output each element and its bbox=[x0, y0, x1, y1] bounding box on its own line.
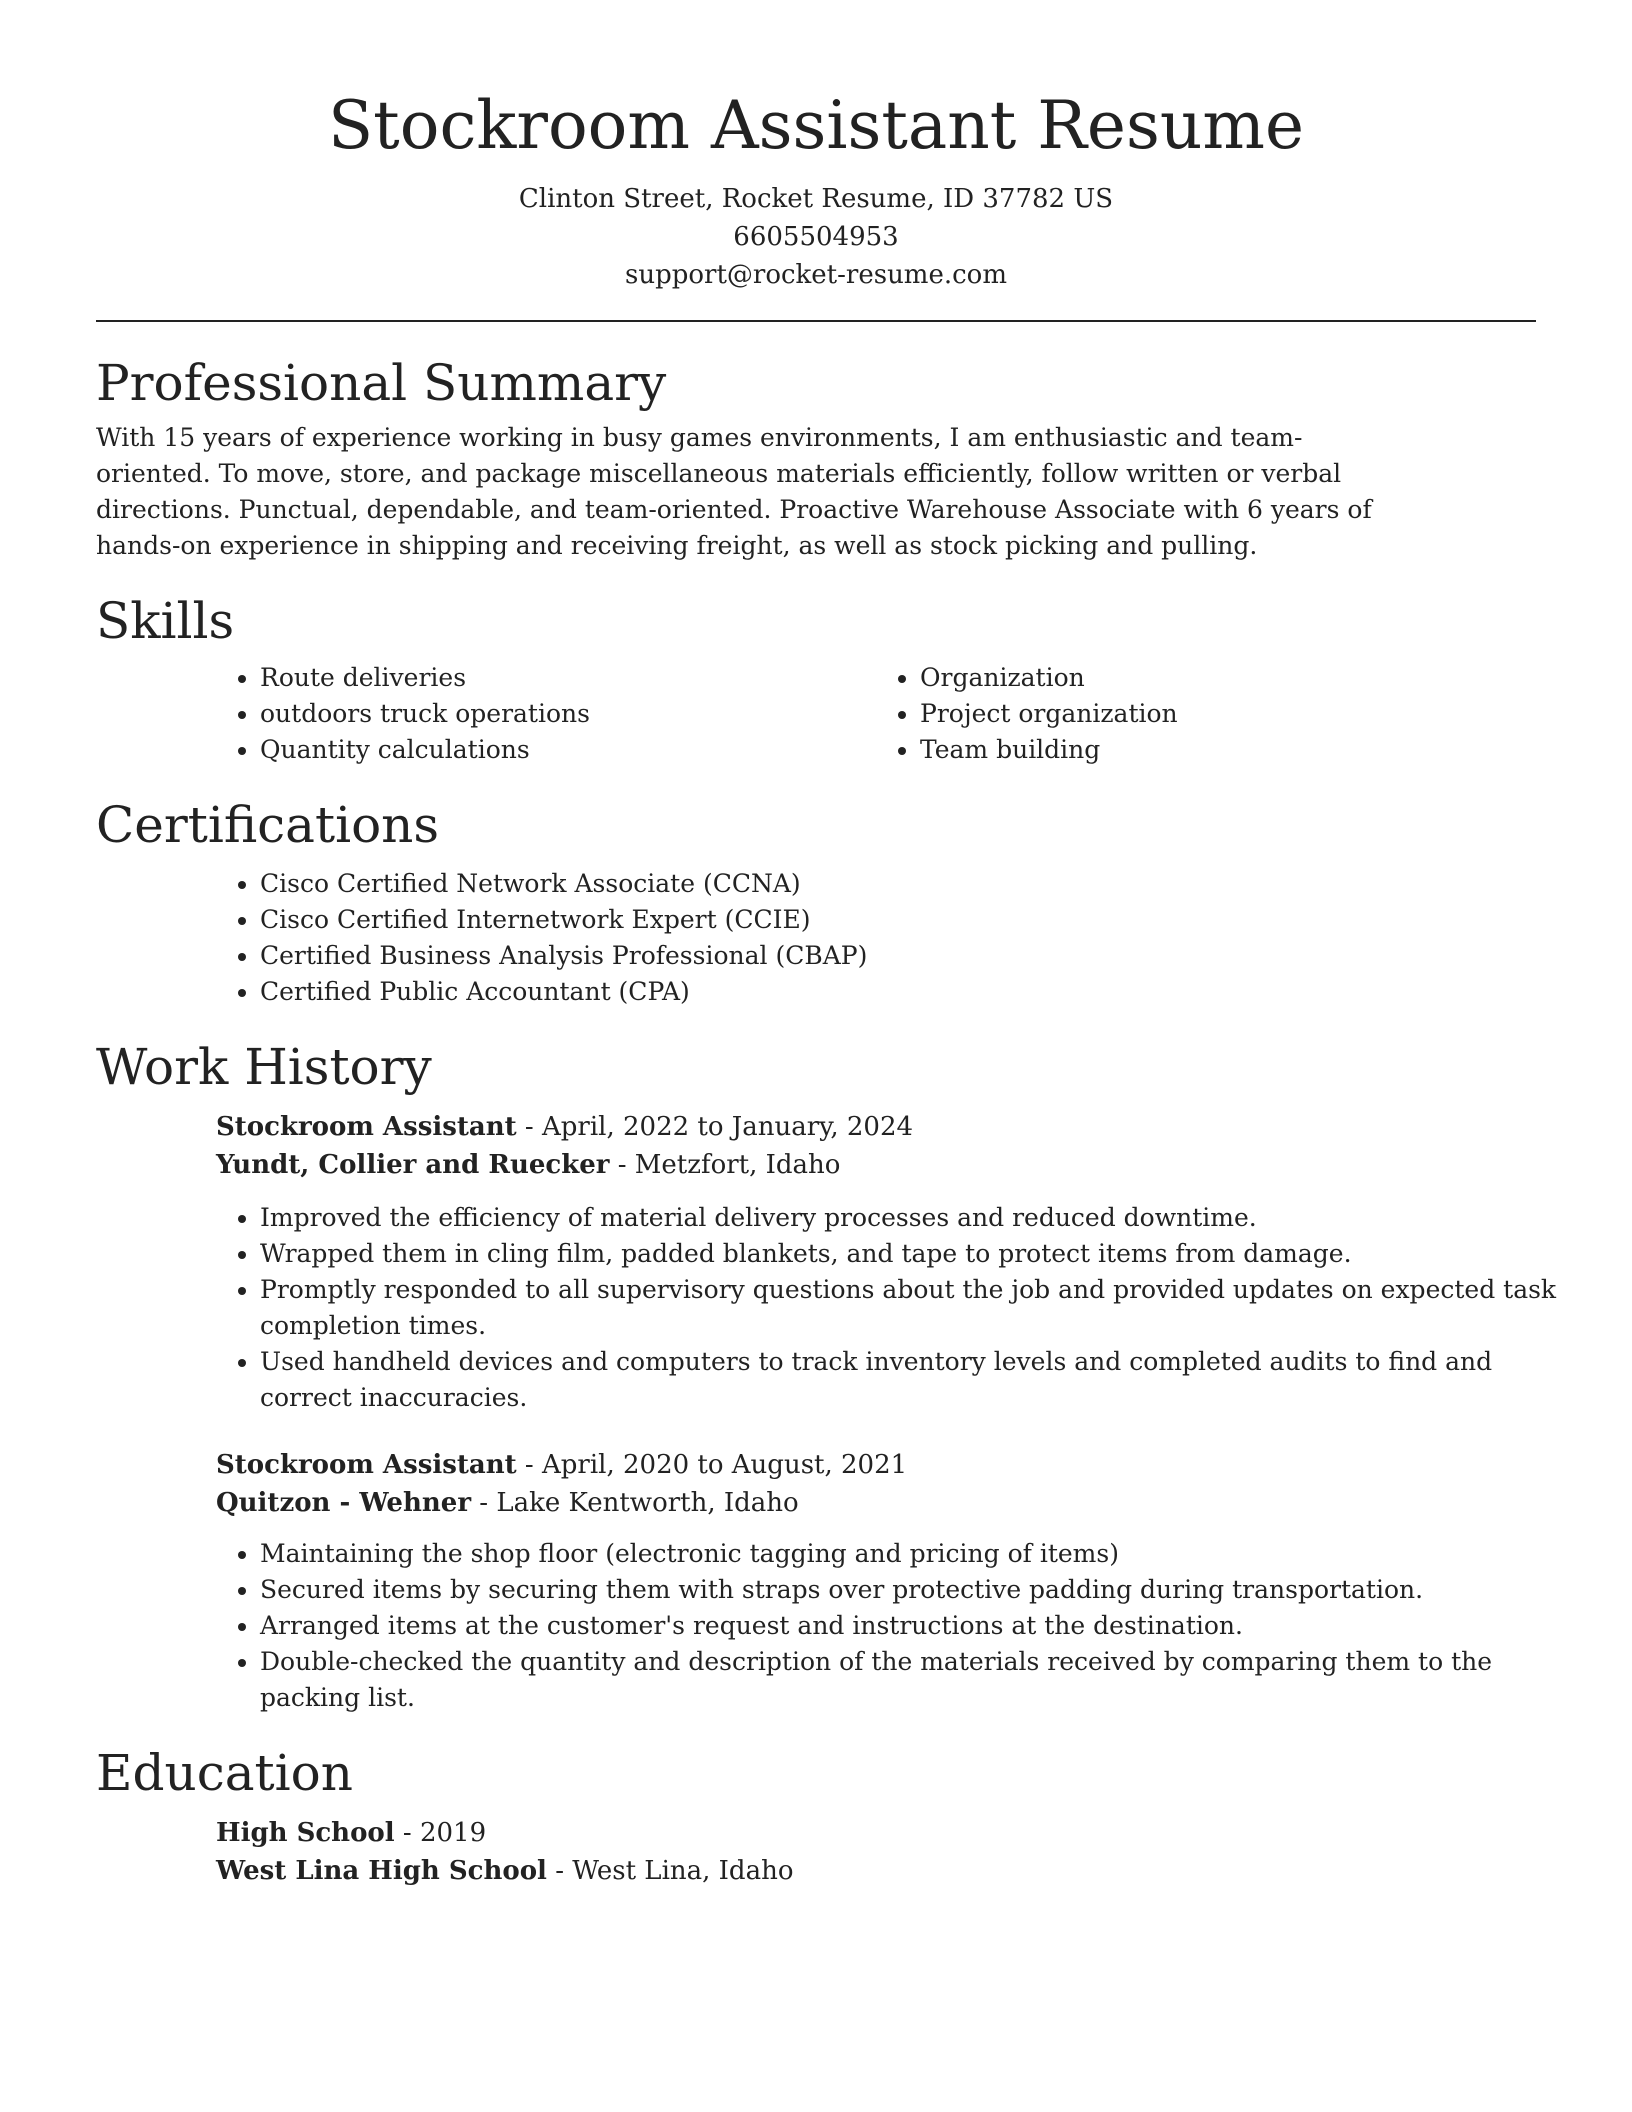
job-company: Quitzon - Wehner bbox=[216, 1488, 472, 1518]
work-history-section bbox=[96, 1036, 1557, 1716]
job-company-line bbox=[216, 1146, 1536, 1184]
skills-grid bbox=[216, 660, 1536, 768]
education-section bbox=[96, 1742, 1536, 1890]
list-item: • Cisco Certified Network Associate (CCNA) bbox=[260, 866, 1536, 902]
list-item: • Maintaining the shop floor (electronic tagging and pricing of items) bbox=[260, 1536, 1560, 1572]
job-role: Stockroom Assistant bbox=[216, 1450, 517, 1480]
list-item: • Arranged items at the customer's request and instructions at the destination. bbox=[260, 1608, 1560, 1644]
job-title-line bbox=[216, 1446, 1536, 1484]
job-location: - Lake Kentworth, Idaho bbox=[471, 1488, 799, 1518]
address-text: Clinton Street, Rocket Resume, ID 37782 US bbox=[518, 184, 1114, 214]
job-company: Yundt, Collier and Ruecker bbox=[216, 1150, 610, 1180]
job-entry bbox=[216, 1108, 1557, 1416]
job-duties-list bbox=[216, 1536, 1560, 1716]
list-item: • Team building bbox=[920, 732, 1536, 768]
job-location: - Metzfort, Idaho bbox=[609, 1150, 841, 1180]
list-item: • Certified Business Analysis Professional (CBAP) bbox=[260, 938, 1536, 974]
summary-section bbox=[96, 352, 1536, 564]
summary-text: With 15 years of experience working in busy games environments, I am enthusiastic and team-oriented. To move, store, and package miscellaneous materials efficiently, follow written or verbal directions. Punctual, dependable, and team-oriented. Proactive Warehouse Associate with 6 years of hands-on experience in shipping and receiving freight, as well as stock picking and pulling. bbox=[96, 423, 1372, 560]
list-item: • Cisco Certified Internetwork Expert (CCIE) bbox=[260, 902, 1536, 938]
school-location: - West Lina, Idaho bbox=[546, 1856, 794, 1886]
certifications-section bbox=[96, 794, 1536, 1010]
list-item: • outdoors truck operations bbox=[260, 696, 876, 732]
job-title-line bbox=[216, 1108, 1536, 1146]
skills-list-left bbox=[216, 660, 876, 768]
job-duties-list bbox=[216, 1200, 1560, 1416]
list-item: • Promptly responded to all supervisory questions about the job and provided updates on expected task completion times. bbox=[260, 1272, 1560, 1344]
education-heading: Education bbox=[96, 1744, 353, 1802]
school-line bbox=[216, 1852, 1536, 1890]
list-item: • Wrapped them in cling film, padded blankets, and tape to protect items from damage. bbox=[260, 1236, 1560, 1272]
list-item: • Project organization bbox=[920, 696, 1536, 732]
skills-section bbox=[96, 590, 1536, 768]
list-item: • Organization bbox=[920, 660, 1536, 696]
phone-text: 6605504953 bbox=[733, 222, 899, 252]
skills-heading: Skills bbox=[96, 592, 235, 650]
resume-header bbox=[96, 0, 1536, 294]
job-company-line bbox=[216, 1484, 1536, 1522]
summary-heading: Professional Summary bbox=[96, 354, 667, 412]
page-title: Stockroom Assistant Resume bbox=[327, 87, 1305, 164]
list-item: • Improved the efficiency of material delivery processes and reduced downtime. bbox=[260, 1200, 1560, 1236]
degree: High School bbox=[216, 1818, 395, 1848]
degree-line bbox=[216, 1814, 1536, 1852]
email-text: support@rocket-resume.com bbox=[624, 260, 1007, 290]
certifications-heading: Certifications bbox=[96, 796, 440, 854]
skills-list-right bbox=[876, 660, 1536, 768]
list-item: • Double-checked the quantity and description of the materials received by comparing them to the packing list. bbox=[260, 1644, 1560, 1716]
job-dates: - April, 2020 to August, 2021 bbox=[516, 1450, 908, 1480]
job-entry bbox=[216, 1446, 1536, 1716]
list-item: • Used handheld devices and computers to track inventory levels and completed audits to find and correct inaccuracies. bbox=[260, 1344, 1560, 1416]
work-history-heading: Work History bbox=[96, 1038, 432, 1096]
resume-page bbox=[96, 0, 1557, 1890]
graduation-year: - 2019 bbox=[394, 1818, 487, 1848]
header-divider bbox=[96, 320, 1536, 322]
education-entry bbox=[216, 1814, 1536, 1890]
contact-info bbox=[96, 180, 1536, 294]
list-item: • Quantity calculations bbox=[260, 732, 876, 768]
certifications-list bbox=[216, 866, 1536, 1010]
school-name: West Lina High School bbox=[216, 1856, 547, 1886]
list-item: • Route deliveries bbox=[260, 660, 876, 696]
job-role: Stockroom Assistant bbox=[216, 1112, 517, 1142]
list-item: • Secured items by securing them with straps over protective padding during transportation. bbox=[260, 1572, 1560, 1608]
list-item: • Certified Public Accountant (CPA) bbox=[260, 974, 1536, 1010]
job-dates: - April, 2022 to January, 2024 bbox=[516, 1112, 914, 1142]
